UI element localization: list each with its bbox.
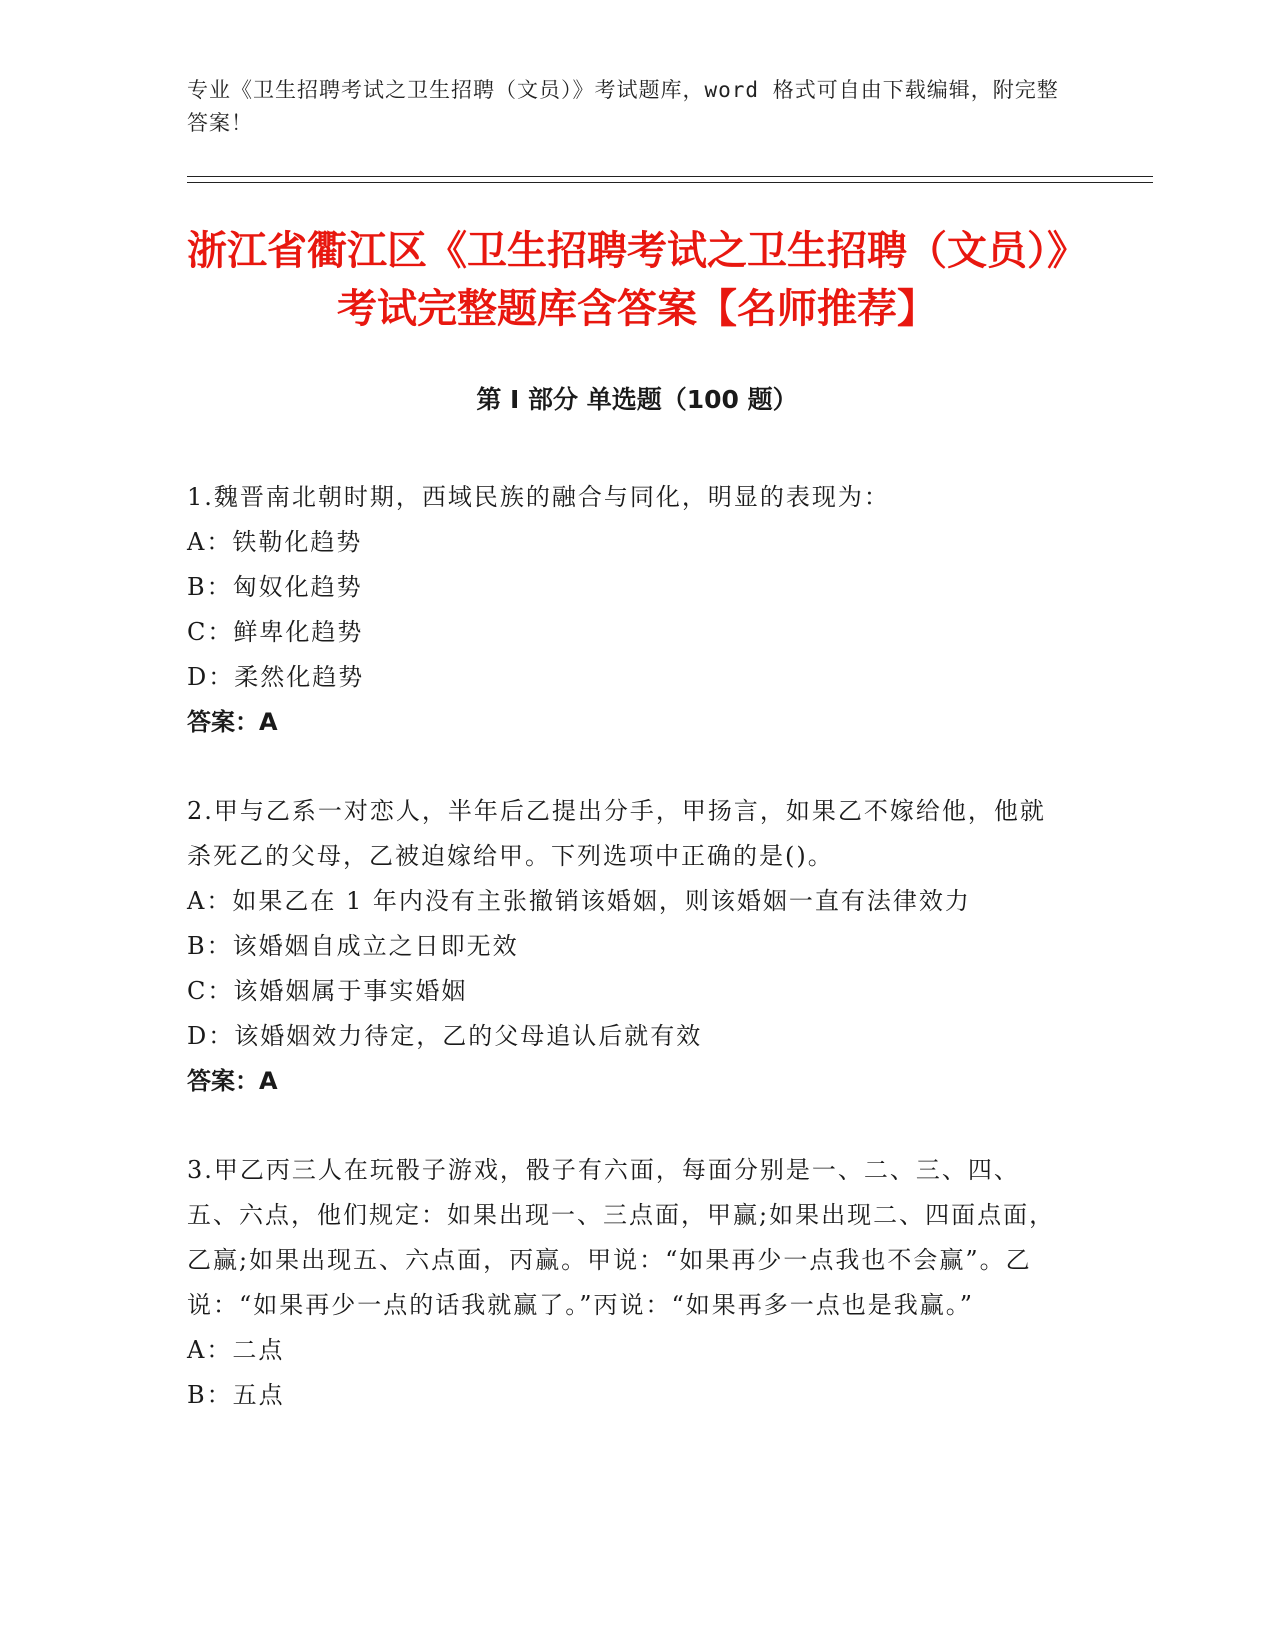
answer-line: 答案：A [187, 1067, 278, 1095]
option-a: A：铁勒化趋势 [187, 528, 363, 556]
option-a: A：如果乙在 1 年内没有主张撤销该婚姻，则该婚姻一直有法律效力 [187, 887, 971, 915]
question-item [187, 475, 1067, 745]
question-stem: 1.魏晋南北朝时期，西域民族的融合与同化，明显的表现为： [187, 483, 890, 511]
option-d: D：该婚姻效力待定，乙的父母追认后就有效 [187, 1022, 703, 1050]
question-item [187, 789, 1067, 1104]
question-list [187, 475, 1067, 1462]
option-b: B：匈奴化趋势 [187, 573, 363, 601]
section-heading: 第 I 部分 单选题（100 题） [476, 385, 798, 414]
question-stem: 3.甲乙丙三人在玩骰子游戏，骰子有六面，每面分别是一、二、三、四、五、六点，他们规定：如果出现一、三点面，甲赢;如果出现二、四面点面，乙赢;如果出现五、六点面，丙赢。甲说：“如果再少一点我也不会赢”。乙说：“如果再少一点的话我就赢了。”丙说：“如果再多一点也是我赢。” [187, 1156, 1056, 1319]
option-c: C：该婚姻属于事实婚姻 [187, 977, 468, 1005]
header-note: 专业《卫生招聘考试之卫生招聘（文员）》考试题库，word 格式可自由下载编辑，附完整答案！ [187, 78, 1059, 135]
option-b: B：五点 [187, 1381, 285, 1409]
option-d: D：柔然化趋势 [187, 663, 365, 691]
header-divider-top [187, 176, 1153, 177]
question-stem: 2.甲与乙系一对恋人，半年后乙提出分手，甲扬言，如果乙不嫁给他，他就杀死乙的父母，乙被迫嫁给甲。下列选项中正确的是()。 [187, 797, 1046, 870]
option-a: A：二点 [187, 1336, 285, 1364]
header-divider-bottom [187, 182, 1153, 183]
option-c: C：鲜卑化趋势 [187, 618, 364, 646]
answer-line: 答案：A [187, 708, 278, 736]
document-title: 浙江省衢江区《卫生招聘考试之卫生招聘（文员）》考试完整题库含答案【名师推荐】 [187, 228, 1087, 332]
question-item [187, 1148, 1067, 1418]
option-b: B：该婚姻自成立之日即无效 [187, 932, 519, 960]
